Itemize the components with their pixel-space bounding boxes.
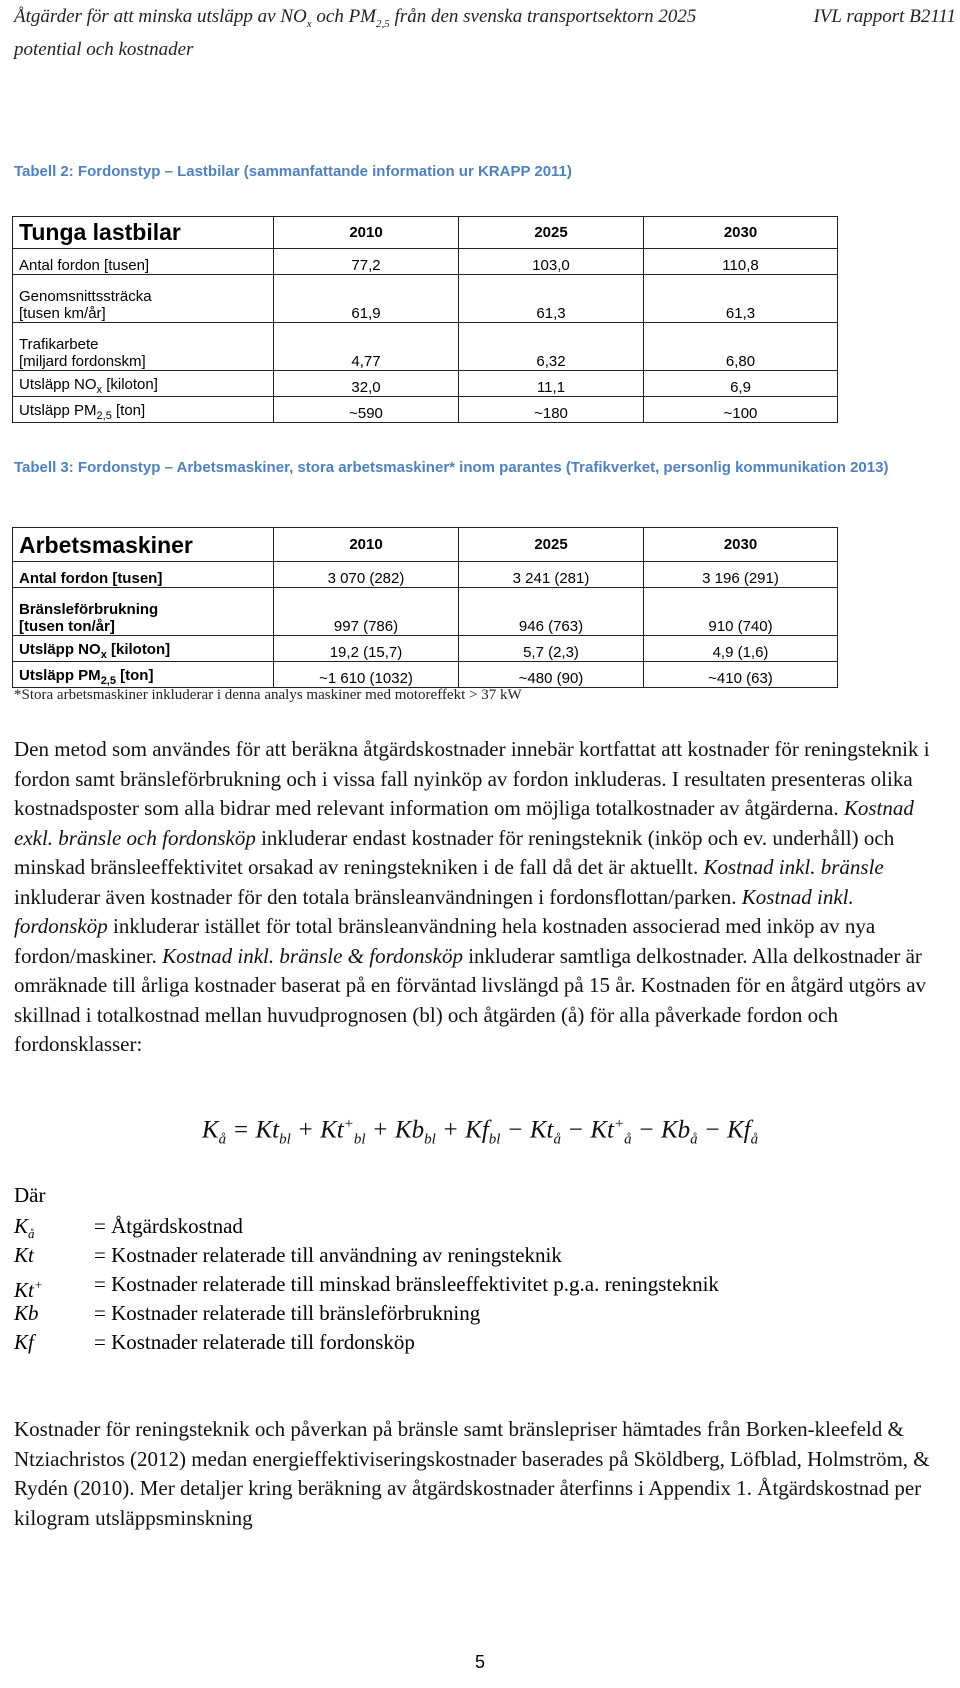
table-row: Utsläpp $PM_{2,5}$ [ton] ~590 ~180 ~100 <box>13 397 838 423</box>
method-paragraph: Den metod som användes för att beräkna åtgärdskostnader innebär kortfattat att kostnader för reningsteknik i fordon samt bränsleförbrukning och i vissa fall nyinköp av fordon inkluderas. I resultaten presenteras olika kostnadsposter som alla bidrar med relevant information om möjliga totalkostnader av åtgärderna. Kostnad exkl. bränsle och fordonsköp inkluderar endast kostnader för reningsteknik (inköp och ev. underhåll) och minskad bränsleeffektivitet orsakad av reningstekniken i de fall då det är aktuellt. Kostnad inkl. bränsle inkluderar även kostnader för den totala bränsleanvändningen i fordonsflottan/parken. Kostnad inkl. fordonsköp inkluderar istället för total bränsleanvändning hela kostnaden associerad med inköp av nya fordon/maskiner. Kostnad inkl. bränsle & fordonsköp inkluderar samtliga delkostnader. Alla delkostnader är omräknade till årliga kostnader baserat på en förväntad livslängd på 15 år. Kostnaden för en åtgärd utgörs av skillnad i totalkostnad mellan huvudprognosen (bl) och åtgärden (å) för alla påverkade fordon och fordonsklasser: <box>14 737 930 1056</box>
table2-caption: Tabell 2: Fordonstyp – Lastbilar (sammanfattande information ur KRAPP 2011) <box>14 163 572 180</box>
definitions-heading: Där <box>14 1183 46 1207</box>
table3-caption: Tabell 3: Fordonstyp – Arbetsmaskiner, stora arbetsmaskiner* inom parantes (Trafikverket, personlig kommunikation 2013) <box>14 459 889 476</box>
running-header-title: Åtgärder för att minska utsläpp av $NO_x$ och $PM_{2,5}$ från den svenska transportsektorn 2025 potential och kostnader <box>14 6 697 60</box>
table-row: Antal fordon [tusen] 77,2 103,0 110,8 <box>13 249 838 275</box>
table-row: Utsläpp $NO_x$ [kiloton] 32,0 11,1 6,9 <box>13 371 838 397</box>
table-row: Antal fordon [tusen] 3 070 (282) 3 241 (281) 3 196 (291) <box>13 562 838 588</box>
table-row: Bränsleförbrukning [tusen ton/år] 997 (786) 946 (763) 910 (740) <box>13 588 838 636</box>
table2: Tunga lastbilar 2010 2025 2030 Antal fordon [tusen] 77,2 103,0 110,8 Genomsnittssträcka [tusen km/år] 61,9 61,3 61,3 Trafikarbete [miljard fordonskm] 4,77 6,32 6,80 Utsläpp $NO_x$ [kiloton] 32,0 11,1 6,9 Utsläpp $PM_{2,5}$ [ton] ~590 ~180 ~100 <box>12 216 838 423</box>
table-row: Utsläpp $NO_x$ [kiloton] 19,2 (15,7) 5,7 (2,3) 4,9 (1,6) <box>13 636 838 662</box>
cost-formula: $K_å = Kt_{bl} + Kt^+_{bl} + Kb_{bl} + Kf_{bl} - Kt_å - Kt^+_å - Kb_å - Kf_å$ <box>201 1116 759 1148</box>
table3-footnote: *Stora arbetsmaskiner inkluderar i denna analys maskiner med motoreffekt > 37 kW <box>14 687 522 703</box>
table3-title: Arbetsmaskiner <box>13 528 274 562</box>
table-row: Genomsnittssträcka [tusen km/år] 61,9 61,3 61,3 <box>13 275 838 323</box>
table3: Arbetsmaskiner 2010 2025 2030 Antal fordon [tusen] 3 070 (282) 3 241 (281) 3 196 (291) Bränsleförbrukning [tusen ton/år] 997 (786) 946 (763) 910 (740) Utsläpp $NO_x$ [kiloton] 19,2 (15,7) 5,7 (2,3) 4,9 (1,6) Utsläpp $PM_{2,5}$ [ton] ~1 610 (1032) ~480 (90) ~410 (63) <box>12 527 838 688</box>
table-row: Trafikarbete [miljard fordonskm] 4,77 6,32 6,80 <box>13 323 838 371</box>
table-row: Utsläpp $PM_{2,5}$ [ton] ~1 610 (1032) ~480 (90) ~410 (63) <box>13 662 838 688</box>
page-number: 5 <box>474 1652 485 1672</box>
report-number: IVL rapport B2111 <box>813 6 956 27</box>
sources-paragraph: Kostnader för reningsteknik och påverkan på bränsle samt bränslepriser hämtades från Borken-kleefeld & Ntziachristos (2012) medan energieffektiviseringskostnader baserades på Sköldberg, Löfblad, Holmström, & Rydén (2010). Mer detaljer kring beräkning av åtgärdskostnader återfinns i Appendix 1. Åtgärdskostnad per kilogram utsläppsminskning <box>14 1417 930 1530</box>
table2-title: Tunga lastbilar <box>13 217 274 249</box>
